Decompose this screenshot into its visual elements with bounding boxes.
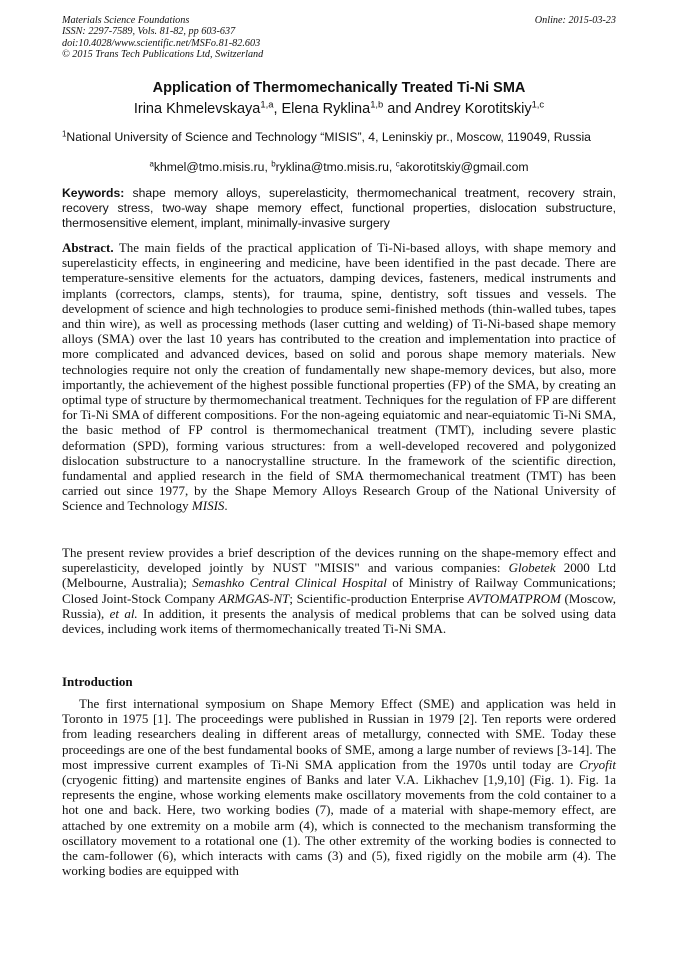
- section-heading-introduction: Introduction: [62, 674, 133, 689]
- keywords-text: shape memory alloys, superelasticity, thermomechanical treatment, recovery strain, recovery stress, two-way shape memory effect, functional properties, dislocation substructure, thermosensitive element, implant, minimally-invasive surgery: [62, 186, 616, 230]
- company-name: Semashko Central Clinical Hospital: [192, 575, 387, 591]
- author-affil-sup: 1,a: [260, 98, 274, 110]
- review-text: In addition, it presents the analysis of medical problems that can be solved using data devices, including work items of thermomechanically treated Ti-Ni SMA.: [62, 605, 616, 637]
- intro-emph: Cryofit: [579, 756, 616, 772]
- review-text: of Ministry of Railway Communications; Closed Joint-Stock Company: [62, 575, 616, 606]
- author-separator: ,: [273, 101, 282, 117]
- abstract-text: The main fields of the practical application of Ti-Ni-based alloys, with shape memory and superelasticity effects, in engineering and medicine, have been identified in the past decade. There are temperature-sensitive elements for the actuators, damping devices, fasteners, medical instruments and implants (correctors, clamps, stents), for trauma, spine, dentistry, soft tissues and vessels. The development of science and high technologies to produce semi-finished methods (thin-walled tubes, tapes and thin wire), as well as processing methods (laser cutting and welding) of Ti-Ni-based shape memory alloys (SMA) over the last 10 years has contributed to the creation and implementation into practice of more complicated and advanced devices, based on solid and porous shape memory materials. New technologies require not only the creation of fundamentally new shape-memory devices, but also, more importantly, the achievement of the highest possible functional properties (FP) of the SMA, by creating an optimal type of structure by thermomechanical treatment. Techniques for the regulation of FP are different for Ti-Ni SMA of different compositions. For the non-ageing equiatomic and near-equiatomic Ti-Ni SMA, the basic method of FP control is thermomechanical treatment (TMT), including severe plastic deformation (SPD), forming various structures: from a well-developed recovered and polygonized dislocation substructure to a nanocrystalline structure. In the framework of the scientific direction, fundamental and applied research in the field of SMA thermomechanical treatment (TMT) has been carried out since 1977, by the Shape Memory Alloys Research Group of the National University of Science and Technology: [62, 240, 616, 514]
- author-name: Andrey Korotitskiy: [414, 101, 532, 117]
- journal-copyright: © 2015 Trans Tech Publications Ltd, Switzerland: [62, 49, 264, 61]
- keywords-label: Keywords:: [62, 186, 125, 200]
- email-link[interactable]: akorotitskiy@gmail.com: [399, 160, 529, 174]
- review-text: 2000 Ltd (Melbourne, Australia);: [62, 560, 616, 591]
- email-sup: b: [271, 159, 276, 169]
- company-name: Globetek: [508, 560, 556, 576]
- email-sup: c: [395, 159, 400, 169]
- email-sup: a: [149, 159, 154, 169]
- introduction-paragraph: [62, 696, 616, 878]
- author-affil-sup: 1,b: [370, 98, 384, 110]
- review-paragraph: [62, 545, 616, 636]
- company-name: ARMGAS-NT: [218, 590, 290, 606]
- email-separator: ,: [388, 160, 396, 174]
- keywords: [62, 186, 616, 231]
- review-text: The present review provides a brief description of the devices running on the shape-memory effect and superelasticity, developed jointly by NUST "MISIS" and various companies:: [62, 545, 616, 576]
- abstract-label: Abstract.: [62, 240, 114, 255]
- journal-issn: ISSN: 2297-7589, Vols. 81-82, pp 603-637: [62, 26, 236, 38]
- abstract-text: .: [224, 498, 228, 514]
- affiliation: [62, 130, 622, 144]
- company-name: AVTOMATPROM: [467, 590, 561, 606]
- intro-text: (cryogenic fitting) and martensite engines of Banks and later V.A. Likhachev [1,9,10] (Fig. 1). Fig. 1a represents the engine, whose working elements make oscillatory movements from the cold container to a hot one and back. Here, two working bodies (7), made of a material with shape-memory effect, are attached by one extremity on a mobile arm (4), which is connected to the mechanism transforming the oscillatory movement to a rotational one (1). The other extremity of the working bodies is connected to the cam-follower (6), which interacts with cams (3) and (5), fixed rigidly on the mobile arm (4). The working bodies are equipped with: [62, 772, 616, 879]
- online-date: Online: 2015-03-23: [534, 15, 616, 26]
- author-list: [62, 98, 616, 117]
- author-name: Irina Khmelevskaya: [133, 101, 261, 117]
- intro-text: The first international symposium on Shape Memory Effect (SME) and application was held in Toronto in 1975 [1]. The proceedings were published in Russian in 1979 [2]. Ten reports were ordered from leading researchers dealing in different areas of metallurgy, connected with SME. Today these proceedings are one of the best fundamental books of SME, among a large number of reviews [3-14]. The most impressive current examples of Ti-Ni SMA application from the 1970s until today are: [62, 696, 616, 772]
- paper-title: Application of Thermomechanically Treated Ti-Ni SMA: [152, 80, 526, 96]
- journal-header: [62, 15, 616, 61]
- email-separator: ,: [264, 160, 272, 174]
- author-separator: and: [383, 101, 415, 117]
- email-link[interactable]: ryklina@tmo.misis.ru: [275, 160, 389, 174]
- review-text: (Moscow, Russia),: [62, 590, 616, 621]
- author-affil-sup: 1,c: [531, 98, 545, 110]
- email-list: [62, 160, 616, 174]
- affiliation-sup: 1: [62, 129, 67, 139]
- affiliation-text: National University of Science and Technology “MISIS”, 4, Leninskiy pr., Moscow, 119049, Russia: [66, 130, 591, 144]
- abstract-emph: MISIS: [191, 498, 225, 514]
- review-text: ; Scientific-production Enterprise: [289, 590, 468, 606]
- review-emph: et al.: [109, 605, 138, 621]
- author-name: Elena Ryklina: [281, 101, 371, 117]
- abstract-paragraph: [62, 240, 616, 514]
- journal-name: Materials Science Foundations: [62, 15, 190, 26]
- journal-doi: doi:10.4028/www.scientific.net/MSFo.81-82.603: [62, 37, 261, 49]
- email-link[interactable]: khmel@tmo.misis.ru: [153, 160, 265, 174]
